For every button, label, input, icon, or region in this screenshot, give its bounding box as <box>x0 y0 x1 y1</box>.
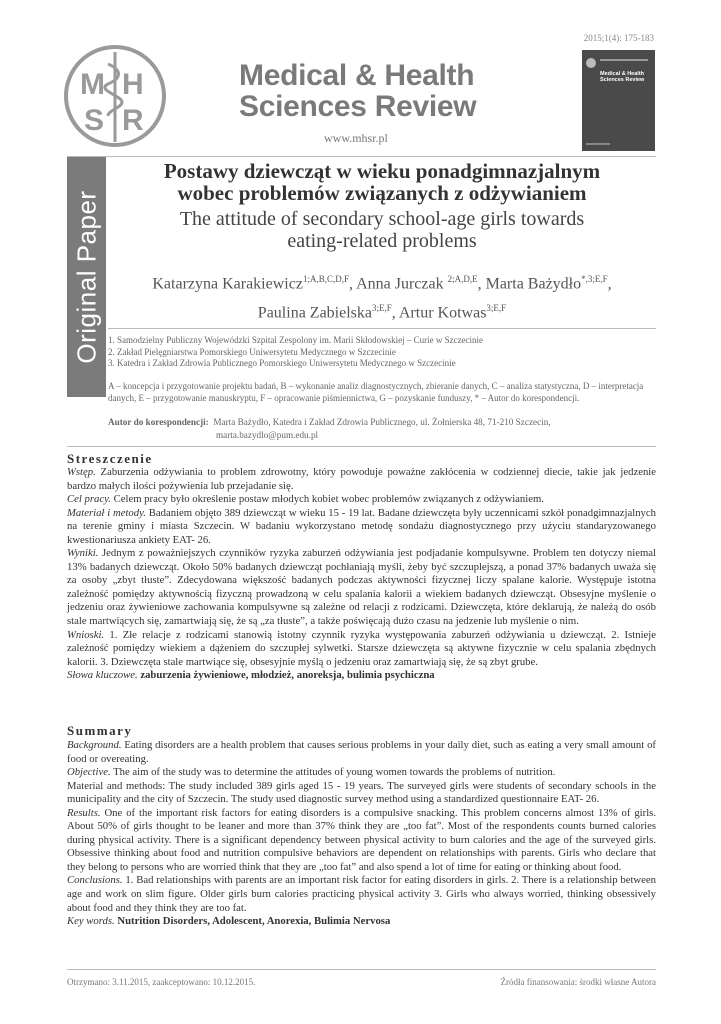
cover-title: Medical & Health Sciences Review <box>600 71 645 83</box>
author-sup: 2;A,D,E <box>447 274 478 284</box>
paragraph-text: Jednym z poważniejszych czynników ryzyka zaburzeń odżywiania jest podjadanie kompulsywne. Problem ten dotyczy niemal 13% badanych dziewcząt. Około 50% badanych dziewcząt pochłaniają myśli, żeby być szczuplejszą, a ponad 37% badanych uważa się za osoby „zbyt tłuste”. Zdecydowana większość badanych podczas aktywności fizycznej liczy spalane kalorie. Występuje istotna zależność pomiędzy aktywnością fizyczną prowadzoną w celu spalania kalorii a wiekiem badanych dziewcząt. Obsesyjne myślenie o jedzeniu oraz żywieniowe zachowania kompulsywne są zależne od relacji z rodzicami. Dziewczęta, które deklarują, że należą do osób stale martwiących się, zamartwiają się, że są „za tłuste”, a także poświęcają dużo czasu na jedzenie lub myślenie o nim. <box>67 547 656 628</box>
journal-cover-thumbnail <box>582 50 655 151</box>
streszczenie-body <box>67 466 656 683</box>
author-sup: *,3;E,F <box>581 274 608 284</box>
abstract-paragraph <box>67 466 656 493</box>
svg-text:R: R <box>122 104 144 137</box>
cover-logo-icon <box>586 58 596 68</box>
title-polish <box>108 160 656 204</box>
abstract-rule <box>67 446 656 447</box>
cover-rule <box>600 59 648 61</box>
abstract-paragraph <box>67 807 656 875</box>
paragraph-text: Badaniem objęto 389 dziewcząt w wieku 15 - 19 lat. Badane dziewczęta były uczennicami szkół ponadgimnazjalnych na terenie gminy i miasta Szczecin. W badaniu wykorzystano metodę sondażu diagnostycznego przy użyciu standaryzowanego kwestionariusza ankiety EAT- 26. <box>67 506 656 546</box>
cover-footer-rule <box>586 143 610 145</box>
author-contributions: A – koncepcja i przygotowanie projektu badań, B – wykonanie analiz diagnostycznych, zbieranie danych, C – analiza statystyczna, D – interpretacja danych, E – przygotowanie manuskryptu, F – opracowanie piśmiennictwa, G – pozyskanie funduszy, * – Autor do korespondencji. <box>108 381 644 403</box>
author-sup: 3;E,F <box>371 303 392 314</box>
paragraph-text: Zaburzenia odżywiania to problem zdrowotny, który powoduje poważne zakłócenia w codziennej diecie, takie jak jedzenie bardzo małych ilości pożywienia lub przejadanie się. <box>67 466 656 492</box>
abstract-paragraph <box>67 780 656 807</box>
author-sup: 3;E,F <box>486 303 507 314</box>
corresponding-address: Marta Bażydło, Katedra i Zakład Zdrowia Publicznego, ul. Żołnierska 48, 71-210 Szczecin, <box>213 417 551 427</box>
issue-info: 2015;1(4): 175-183 <box>583 33 654 43</box>
keywords-line <box>67 915 656 929</box>
journal-title-line1: Medical & Health <box>239 59 475 92</box>
funding-source: Źródła finansowania: środki własne Autora <box>500 977 656 987</box>
paragraph-label: Wyniki. <box>67 547 99 560</box>
paragraph-label: Materiał i metody. <box>67 506 146 519</box>
summary-heading: Summary <box>67 723 133 738</box>
abstract-paragraph <box>67 507 656 548</box>
keywords-text: Nutrition Disorders, Adolescent, Anorexia, Bulimia Nervosa <box>117 915 391 928</box>
paragraph-text: Celem pracy było określenie postaw młodych kobiet wobec problemów związanych z odżywianiem. <box>110 493 544 506</box>
corresponding-label: Autor do korespondencji: <box>108 417 209 427</box>
keywords-text: zaburzenia żywieniowe, młodzież, anoreksja, bulimia psychiczna <box>140 669 435 682</box>
abstract-paragraph <box>67 766 656 780</box>
title-polish-line1: Postawy dziewcząt w wieku ponadgimnazjalnym <box>163 159 601 183</box>
abstract-paragraph <box>67 629 656 670</box>
paragraph-label: Conclusions. <box>67 874 123 887</box>
svg-text:M: M <box>80 68 105 101</box>
affiliation-item: 1. Samodzielny Publiczny Wojewódzki Szpital Zespolony im. Marii Skłodowskiej – Curie w Szczecinie <box>108 335 484 345</box>
svg-text:S: S <box>84 104 105 137</box>
paragraph-label: Wstęp. <box>67 466 96 478</box>
title-english <box>108 208 656 252</box>
paragraph-label: Background. <box>67 739 122 751</box>
author-sup: 1;A,B,C,D,F <box>302 274 349 284</box>
keywords-label: Słowa kluczowe. <box>67 669 138 682</box>
title-english-line2: eating-related problems <box>287 230 477 252</box>
paragraph-label: Wnioski. <box>67 628 105 641</box>
author-name: Anna Jurczak <box>356 275 444 293</box>
authors-list: Katarzyna Karakiewicz$^{1;A,B,C,D,F}$, Anna Jurczak $^{2;A,D,E}$, Marta Bażydło$^{*,3;E,F}$, Paulina Zabielska$^{3;E,F}$, Artur Kotwas$^{3;E,F}$ <box>152 274 612 322</box>
author-name: Marta Bażydło <box>485 275 582 293</box>
abstract-paragraph <box>67 547 656 628</box>
keywords-line <box>67 669 656 683</box>
title-english-line1: The attitude of secondary school-age girls towards <box>179 208 585 230</box>
journal-url[interactable]: www.mhsr.pl <box>324 131 388 145</box>
svg-text:H: H <box>122 68 144 101</box>
summary-body <box>67 739 656 929</box>
streszczenie-heading: Streszczenie <box>67 451 153 466</box>
paragraph-text: 1. Złe relacje z rodzicami stanowią istotny czynnik ryzyka występowania zaburzeń odżywiania u dziewcząt. 2. Istnieje zależność pomiędzy wiekiem a dążeniem do szczupłej sylwetki. Starsze dziewczęta są aktywne fizycznie w celu spalania zbędnych kalorii. 3. Dziewczęta stale martwiące się, obsesyjnie myślą o jedzeniu oraz zamartwiają się, że są zbyt grube. <box>67 628 656 668</box>
paragraph-label: Objective. <box>67 766 111 779</box>
paragraph-text: Eating disorders are a health problem that causes serious problems in your daily diet, such as eating a very small amount of food or overeating. <box>67 739 656 765</box>
article-type-label: Original Paper <box>71 190 101 364</box>
paragraph-label: Cel pracy. <box>67 493 111 506</box>
abstract-paragraph <box>67 739 656 766</box>
mhsr-logo-icon <box>60 42 170 150</box>
paragraph-text: The aim of the study was to determine the attitudes of young women towards the problems of nutrition. <box>110 766 556 779</box>
abstract-paragraph <box>67 493 656 507</box>
affiliation-item: 2. Zakład Pielęgniarstwa Pomorskiego Uniwersytetu Medycznego w Szczecinie <box>108 346 396 357</box>
paragraph-text: 1. Bad relationships with parents are an important risk factor for eating disorders in girls. 2. There is a relationship between age and work on slim figure. Older girls burn calories practicing physical activity 3. Girls who always worried, thinking obsessively about food and they think they are too fat. <box>67 874 656 914</box>
journal-title-line2: Sciences Review <box>239 90 477 123</box>
received-dates: Otrzymano: 3.11.2015, zaakceptowano: 10.12.2015. <box>67 977 256 987</box>
title-polish-line2: wobec problemów związanych z odżywianiem <box>177 181 587 205</box>
footer-rule <box>67 969 656 970</box>
abstract-paragraph <box>67 874 656 915</box>
author-name: Paulina Zabielska <box>257 304 372 322</box>
paragraph-text: Material and methods: The study included 389 girls aged 15 - 19 years. The surveyed girls were students of secondary schools in the municipality and the city of Szczecin. The study used diagnostic survey method using a standardized questionnaire EAT- 26. <box>67 779 656 806</box>
journal-title <box>239 60 476 122</box>
paragraph-label: Results. <box>67 806 101 819</box>
affiliations <box>108 335 483 370</box>
corresponding-author <box>108 416 551 442</box>
author-name: Artur Kotwas <box>398 304 487 322</box>
author-name: Katarzyna Karakiewicz <box>152 275 303 293</box>
header-rule <box>67 156 656 157</box>
corresponding-email[interactable]: marta.bazydlo@pum.edu.pl <box>216 430 319 440</box>
paragraph-text: One of the important risk factors for eating disorders is a compulsive snacking. This problem concerns almost 13% of girls. About 50% of girls thought to be leaner and more than 37% think they are „too fat”. Most of the respondents counts burned calories during physical activity. There is a significant dependency between physical activity to burn calories and the age of the surveyed girls. Obsessive thinking about food and nutrition compulsive behaviors are dependent on relationships with parents. Girls who declare that they belong to persons who are worried think that they are „too fat” and also spend a lot of time for eating or thinking about food. <box>67 806 656 873</box>
article-type-sidebar <box>67 157 106 397</box>
affiliation-item: 3. Katedra i Zakład Zdrowia Publicznego Pomorskiego Uniwersytetu Medycznego w Szczecinie <box>108 358 456 368</box>
meta-rule <box>108 328 656 329</box>
keywords-label: Key words. <box>67 915 115 928</box>
